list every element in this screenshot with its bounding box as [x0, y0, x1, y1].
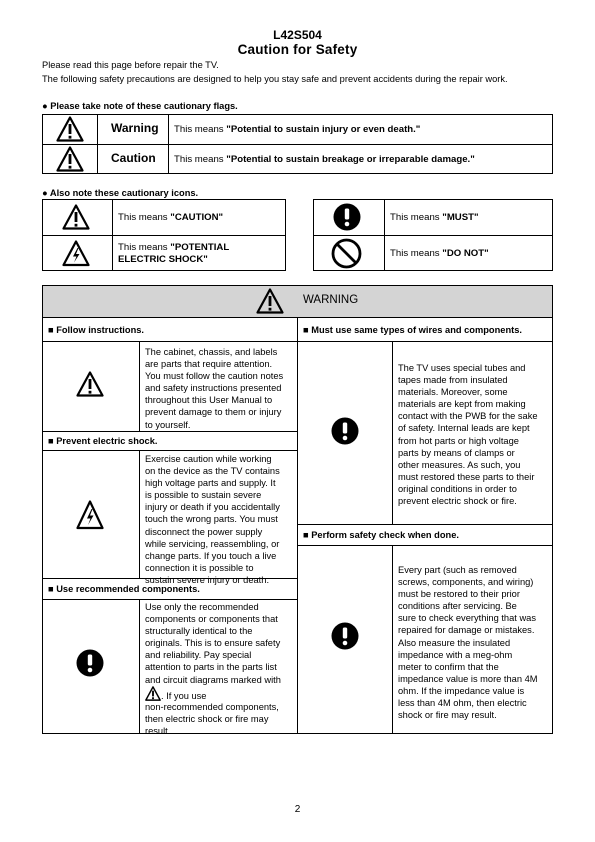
left-row-divider	[42, 431, 297, 432]
intro-line-1: Please read this page before repair the TV.	[42, 60, 219, 70]
flags-divider	[42, 144, 553, 145]
section-heading-prevent-electric-shock: ■ Prevent electric shock.	[48, 436, 158, 446]
icons-heading: ● Also note these cautionary icons.	[42, 188, 199, 198]
do-not-icon	[331, 238, 362, 269]
icons-left-col-divider	[112, 199, 113, 271]
icons-left-divider	[42, 235, 286, 236]
flags-heading: ● Please take note of these cautionary flags.	[42, 101, 238, 111]
flags-col-divider-1	[97, 114, 98, 174]
icons-right-col-divider	[384, 199, 385, 271]
electric-shock-icon	[76, 500, 104, 530]
caution-triangle-icon	[62, 204, 90, 230]
must-icon	[331, 417, 359, 445]
right-row-divider	[297, 524, 553, 525]
flag-desc-warning: This means "Potential to sustain injury or even death."	[174, 124, 421, 135]
section-heading-follow-instructions: ■ Follow instructions.	[48, 325, 145, 335]
right-row-divider	[297, 341, 553, 342]
section-heading-safety-check: ■ Perform safety check when done.	[303, 530, 459, 540]
left-col-divider	[139, 341, 140, 431]
icon-desc-caution: This means "CAUTION"	[118, 212, 224, 223]
electric-shock-icon	[62, 240, 90, 267]
page-title: Caution for Safety	[237, 42, 358, 57]
flag-label-warning: Warning	[111, 121, 159, 135]
intro-line-2: The following safety precautions are designed to help you stay safe and prevent accidents during the repair work.	[42, 74, 508, 84]
right-col-divider	[392, 545, 393, 734]
icon-desc-do-not: This means "DO NOT"	[390, 248, 489, 259]
left-col-divider	[139, 599, 140, 734]
left-row-divider	[42, 450, 297, 451]
right-row-divider	[297, 545, 553, 546]
flag-desc-caution: This means "Potential to sustain breakage or irreparable damage."	[174, 154, 475, 165]
right-col-divider	[392, 341, 393, 524]
prevent-electric-shock-text: Exercise caution while working on the device as the TV contains high voltage parts and supply. It is possible to sustain severe injury or death if you accidentally touch the wrong parts. You must disconnect the power supply while servicing, reassembling, or change parts. If you touch a live connection it is possible to sustain severe injury or death.	[145, 454, 280, 585]
left-row-divider	[42, 341, 297, 342]
must-icon	[333, 203, 361, 231]
icon-desc-must: This means "MUST"	[390, 212, 479, 223]
warning-header-bar	[43, 286, 552, 317]
same-wires-components-text: The TV uses special tubes and tapes made from insulated materials. Moreover, some materials are kept from making contact with the PWB for the sake of safety. Internal leads are kept from hot parts or high voltage parts by means of clamps or other measures. As such, you must restored these parts to their original conditions in order to prevent electric shock or fire.	[398, 363, 538, 507]
warning-title: WARNING	[303, 294, 359, 306]
page-number: 2	[294, 804, 301, 815]
use-recommended-components-text: Use only the recommended components or components that structurally identical to the originals. This is to ensure safety and reliability. Pay special attention to parts in the parts list and circuit diagrams marked with . If you use non-recommended components, then electric shock or fire may result.	[145, 602, 281, 736]
safety-check-text: Every part (such as removed screws, components, and wiring) must be restored to their prior conditions after servicing. Be sure to check everything that was repaired for damage or mistakes. Also measure the insulated impedance with a meg-ohm meter to confirm that the impedance value is more than 4M ohm. If the impedance value is less than 4M ohm, then electric shock or fire may result.	[398, 565, 538, 721]
warning-triangle-icon	[56, 116, 84, 142]
follow-instructions-text: The cabinet, chassis, and labels are parts that require attention. You must follow the caution notes and safety instructions presented throughout this User Manual to prevent damage to them or injury to yourself.	[145, 347, 284, 430]
document-model: L42S504	[273, 28, 322, 42]
left-col-divider	[139, 450, 140, 578]
icon-desc-electric-shock: This means "POTENTIAL ELECTRIC SHOCK"	[118, 242, 230, 265]
flags-col-divider-2	[168, 114, 169, 174]
icons-right-divider	[313, 235, 553, 236]
section-heading-same-wires-components: ■ Must use same types of wires and components.	[303, 325, 522, 335]
warning-center-divider	[297, 317, 298, 734]
warning-triangle-icon	[256, 288, 284, 314]
caution-triangle-icon	[76, 371, 104, 397]
flag-label-caution: Caution	[111, 151, 156, 165]
caution-triangle-icon	[56, 146, 84, 172]
left-row-divider	[42, 599, 297, 600]
must-icon	[76, 649, 104, 677]
must-icon	[331, 622, 359, 650]
section-heading-use-recommended-components: ■ Use recommended components.	[48, 584, 200, 594]
